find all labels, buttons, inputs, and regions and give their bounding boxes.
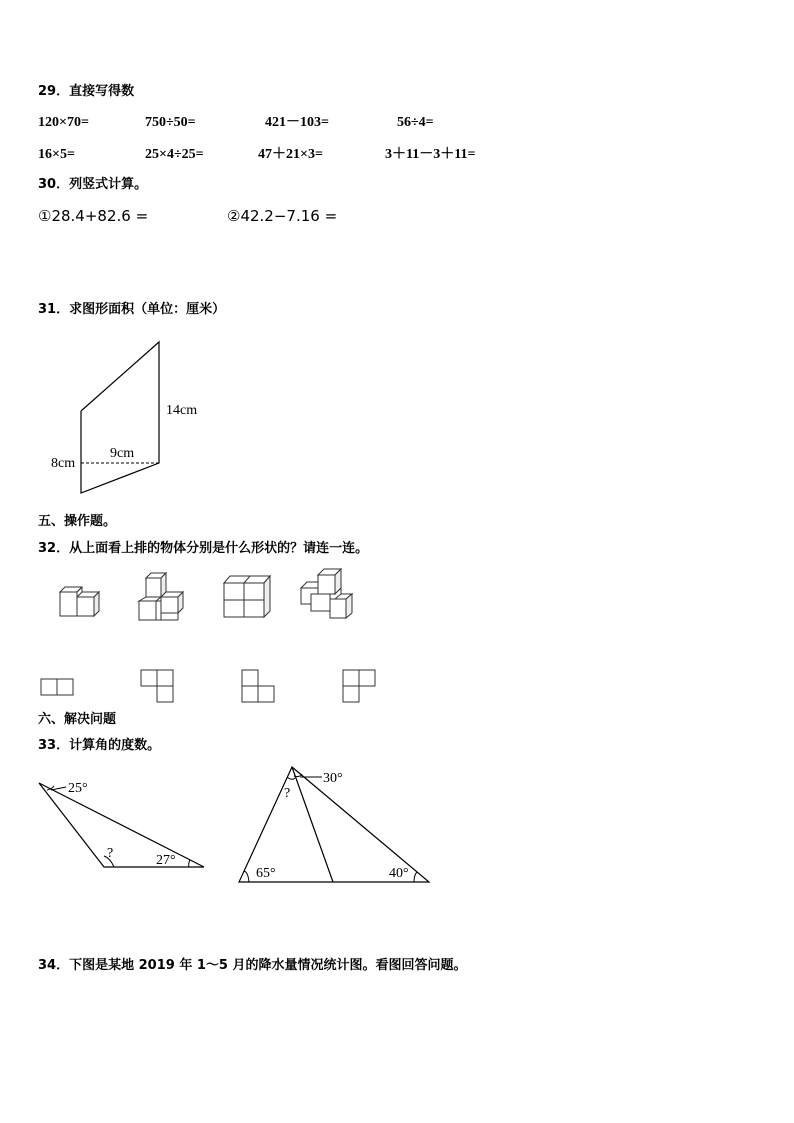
q30-title: 30．列竖式计算。 — [38, 177, 148, 192]
tri2-angle-40: 40° — [389, 866, 409, 881]
q34-title: 34．下图是某地 2019 年 1～5 月的降水量情况统计图。看图回答问题。 — [38, 958, 467, 973]
label-14cm: 14cm — [166, 403, 198, 418]
tri2-angle-unknown: ? — [284, 786, 291, 801]
q31-title: 31．求图形面积（单位：厘米） — [38, 302, 226, 317]
section-6-heading: 六、解决问题 — [38, 712, 117, 727]
q29-r2-c2: 25×4÷25= — [145, 147, 204, 162]
q29-r1-c2: 750÷50= — [145, 115, 196, 130]
label-9cm: 9cm — [110, 446, 135, 461]
tri1-angle-25: 25° — [68, 781, 88, 796]
q29-title: 29．直接写得数 — [38, 84, 135, 99]
tri1-angle-unknown: ? — [107, 846, 114, 861]
q30-item-1: ①28.4+82.6 = — [38, 207, 149, 225]
q29-r2-c4: 3＋11－3＋11= — [385, 147, 476, 162]
q30-item-2: ②42.2−7.16 = — [227, 207, 338, 225]
q29-r2-c3: 47＋21×3= — [258, 147, 323, 162]
q32-title: 32．从上面看上排的物体分别是什么形状的？请连一连。 — [38, 541, 369, 556]
q33-title: 33．计算角的度数。 — [38, 738, 161, 753]
triangle-1 — [39, 781, 204, 868]
tri2-angle-30: 30° — [323, 771, 343, 786]
tri2-angle-65: 65° — [256, 866, 276, 881]
triangle-2 — [239, 767, 429, 882]
q29-r1-c3: 421－103= — [265, 115, 329, 130]
label-8cm: 8cm — [51, 456, 76, 471]
q29-r2-c1: 16×5= — [38, 147, 75, 162]
q29-r1-c1: 120×70= — [38, 115, 89, 130]
section-5-heading: 五、操作题。 — [38, 514, 117, 529]
tri1-angle-27: 27° — [156, 853, 176, 868]
q29-r1-c4: 56÷4= — [397, 115, 434, 130]
